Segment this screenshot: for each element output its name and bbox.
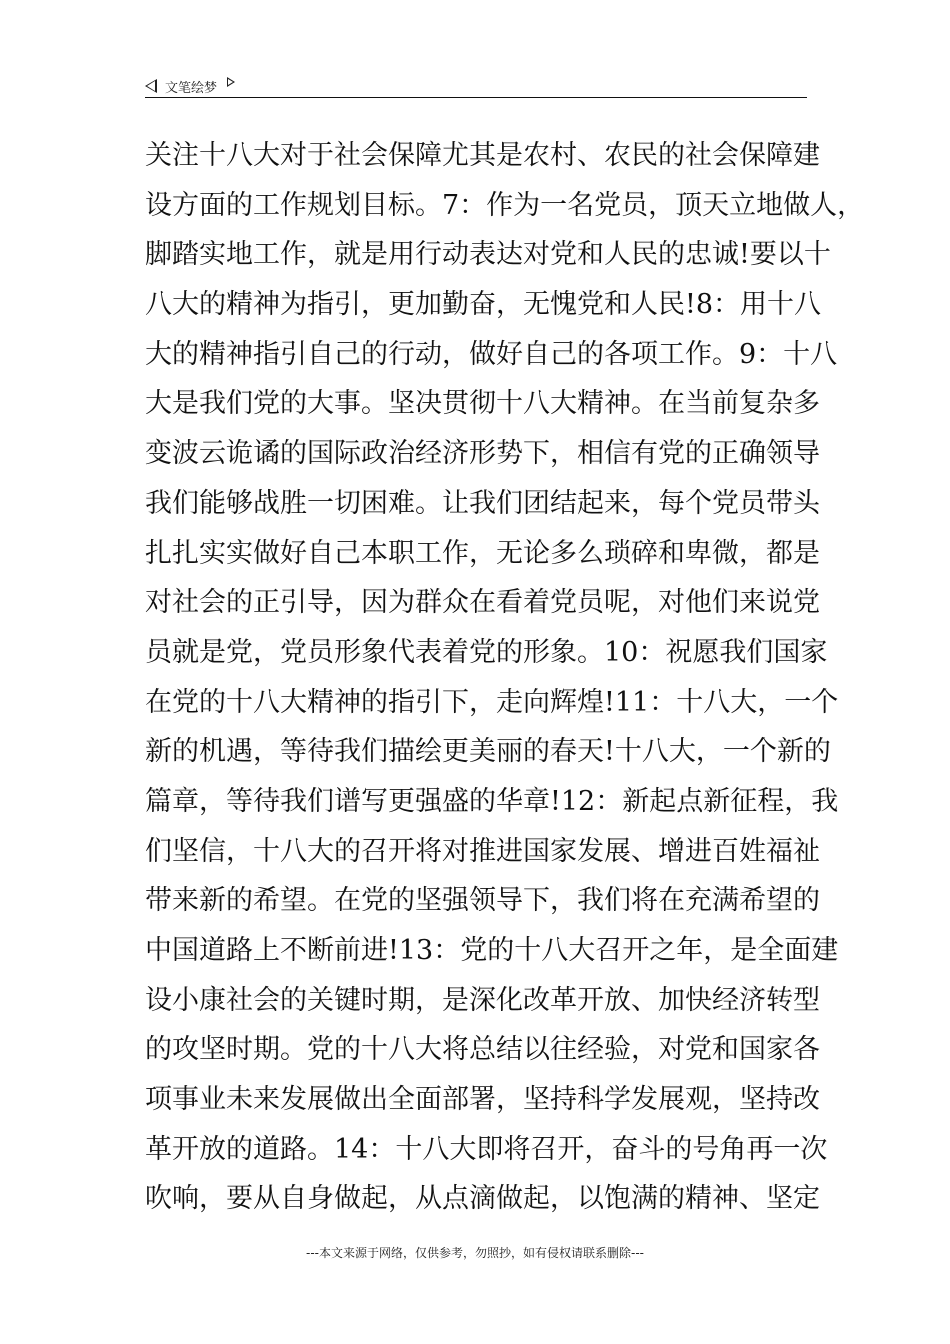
text-line: 员就是党，党员形象代表着党的形象。10：祝愿我们国家 <box>145 636 828 668</box>
text-line: 的攻坚时期。党的十八大将总结以往经验，对党和国家各 <box>145 1034 820 1066</box>
text-line: 在党的十八大精神的指引下，走向辉煌!11：十八大，一个 <box>145 686 839 718</box>
text-line: 设小康社会的关键时期，是深化改革开放、加快经济转型 <box>145 984 820 1016</box>
text-line: 中国道路上不断前进!13：党的十八大召开之年，是全面建 <box>145 935 839 966</box>
text-line: 扎扎实实做好自己本职工作，无论多么琐碎和卑微，都是 <box>145 537 820 569</box>
header-divider <box>145 97 807 98</box>
triangle-right-icon <box>227 77 235 87</box>
text-line: 对社会的正引导，因为群众在看着党员呢，对他们来说党 <box>145 587 820 619</box>
text-line: 们坚信，十八大的召开将对推进国家发展、增进百姓福祉 <box>145 835 820 867</box>
text-line: 变波云诡谲的国际政治经济形势下，相信有党的正确领导 <box>145 438 820 470</box>
header-title: 文笔绘梦 <box>165 80 218 96</box>
text-line: 大是我们党的大事。坚决贯彻十八大精神。在当前复杂多 <box>145 388 820 420</box>
text-line: 设方面的工作规划目标。7：作为一名党员，顶天立地做人， <box>145 189 865 221</box>
text-line: 脚踏实地工作，就是用行动表达对党和人民的忠诚!要以十 <box>145 239 831 271</box>
text-line: 大的精神指引自己的行动，做好自己的各项工作。9：十八 <box>145 338 838 370</box>
text-line: 关注十八大对于社会保障尤其是农村、农民的社会保障建 <box>145 140 820 171</box>
text-line: 篇章，等待我们谱写更强盛的华章!12：新起点新征程，我 <box>145 785 839 817</box>
text-line: 革开放的道路。14：十八大即将召开，奋斗的号角再一次 <box>145 1133 828 1165</box>
text-line: 项事业未来发展做出全面部署，坚持科学发展观，坚持改 <box>145 1084 820 1116</box>
page-footer: ---本文来源于网络，仅供参考，勿照抄，如有侵权请联系删除--- <box>306 1246 644 1260</box>
text-line: 吹响，要从自身做起，从点滴做起，以饱满的精神、坚定 <box>145 1183 820 1215</box>
text-line: 带来新的希望。在党的坚强领导下，我们将在充满希望的 <box>145 885 820 917</box>
text-line: 新的机遇，等待我们描绘更美丽的春天!十八大，一个新的 <box>145 736 831 768</box>
triangle-left-icon <box>145 79 157 93</box>
text-line: 八大的精神为指引，更加勤奋，无愧党和人民!8：用十八 <box>145 289 822 321</box>
text-line: 我们能够战胜一切困难。让我们团结起来，每个党员带头 <box>145 487 820 519</box>
page-header <box>145 74 805 98</box>
document-body <box>145 131 865 1224</box>
